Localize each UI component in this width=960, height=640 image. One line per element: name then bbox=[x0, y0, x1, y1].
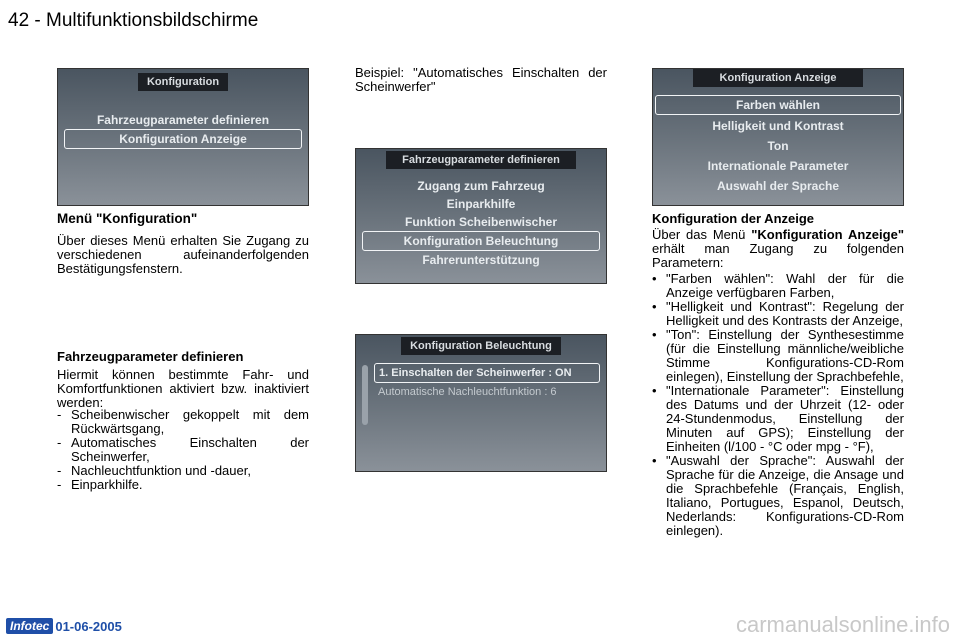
menu-item: Internationale Parameter bbox=[707, 159, 849, 173]
fp-text: Hiermit können bestimmte Fahr- und Komfortfunktionen aktiviert bzw. inaktiviert werden: bbox=[57, 367, 309, 410]
screen-konfiguration bbox=[57, 68, 309, 206]
menu-item-konfiguration-anzeige: Konfiguration Anzeige bbox=[64, 129, 302, 149]
screen-title: Konfiguration Anzeige bbox=[693, 69, 863, 87]
menu-item: Automatische Nachleuchtfunktion : 6 bbox=[378, 386, 557, 398]
list-item: - Nachleuchtfunktion und -dauer, bbox=[57, 463, 251, 478]
watermark: carmanualsonline.info bbox=[735, 612, 950, 637]
menu-text: Über dieses Menü erhalten Sie Zugang zu verschiedenen aufeinanderfolgenden Bestätigungsfenstern. bbox=[57, 233, 309, 276]
fp-list bbox=[57, 408, 309, 492]
footer-date: 01-06-2005 bbox=[55, 618, 122, 634]
screen-beleuchtung bbox=[355, 334, 607, 472]
list-item: • "Internationale Parameter": Einstellung des Datums und der Uhrzeit (12- oder 24-Stundenmodus, Einstellung der Minuten auf GPS); Einstellung der Einheiten (l/100 - °C oder mpg - °F), bbox=[652, 383, 904, 454]
anzeige-heading: Konfiguration der Anzeige bbox=[652, 211, 815, 226]
list-item: • "Helligkeit und Kontrast": Regelung der Helligkeit und des Kontrasts der Anzeige, bbox=[652, 299, 904, 328]
screen-anzeige bbox=[652, 68, 904, 206]
list-item: • "Farben wählen": Wahl der für die Anzeige verfügbaren Farben, bbox=[652, 271, 904, 300]
list-item: - Automatisches Einschalten der Scheinwerfer, bbox=[57, 435, 309, 464]
list-item: - Einparkhilfe. bbox=[57, 477, 143, 492]
anzeige-list bbox=[652, 272, 904, 538]
screen-title: Konfiguration Beleuchtung bbox=[401, 337, 561, 355]
menu-item: Helligkeit und Kontrast bbox=[712, 119, 844, 133]
menu-item-selected: Farben wählen bbox=[655, 95, 901, 115]
screen-title: Fahrzeugparameter definieren bbox=[386, 151, 576, 169]
footer bbox=[6, 618, 122, 634]
scrollbar bbox=[362, 365, 368, 425]
page-number: 42 bbox=[8, 10, 30, 31]
anzeige-intro: Über das Menü "Konfiguration Anzeige" erhält man Zugang zu folgenden Parametern: bbox=[652, 227, 904, 270]
menu-item-selected: 1. Einschalten der Scheinwerfer : ON bbox=[374, 363, 600, 383]
header-separator: - bbox=[34, 10, 41, 31]
list-item: • "Ton": Einstellung der Synthesestimme (für die Einstellung männliche/weibliche Stimme Konfigurations-CD-Rom einlegen), Einstellung der Sprachbefehle, bbox=[652, 327, 904, 384]
menu-item-selected: Konfiguration Beleuchtung bbox=[362, 231, 600, 251]
fp-heading: Fahrzeugparameter definieren bbox=[57, 349, 244, 364]
screen-fahrzeugparameter bbox=[355, 148, 607, 284]
menu-item: Auswahl der Sprache bbox=[716, 179, 840, 193]
list-item: - Scheibenwischer gekoppelt mit dem Rückwärtsgang, bbox=[57, 407, 309, 436]
menu-item: Zugang zum Fahrzeug bbox=[417, 179, 545, 193]
infotec-logo: Infotec bbox=[6, 618, 53, 634]
page-title: Multifunktionsbildschirme bbox=[46, 10, 259, 31]
screen-title: Konfiguration bbox=[138, 73, 228, 91]
menu-item: Einparkhilfe bbox=[446, 197, 516, 211]
example-text: Beispiel: "Automatisches Einschalten der Scheinwerfer" bbox=[355, 65, 607, 94]
page-header bbox=[8, 10, 258, 32]
menu-item: Funktion Scheibenwischer bbox=[404, 215, 558, 229]
menu-item: Ton bbox=[767, 139, 789, 153]
menu-item-fahrzeugparameter: Fahrzeugparameter definieren bbox=[96, 113, 270, 127]
menu-heading: Menü "Konfiguration" bbox=[57, 211, 198, 226]
list-item: • "Auswahl der Sprache": Auswahl der Sprache für die Anzeige, die Ansage und die Sprachbefehle (Français, English, Italiano, Portugues, Espanol, Deutsch, Nederlands: Konfigurations-CD-Rom einlegen). bbox=[652, 453, 904, 538]
menu-item: Fahrerunterstützung bbox=[422, 253, 540, 267]
